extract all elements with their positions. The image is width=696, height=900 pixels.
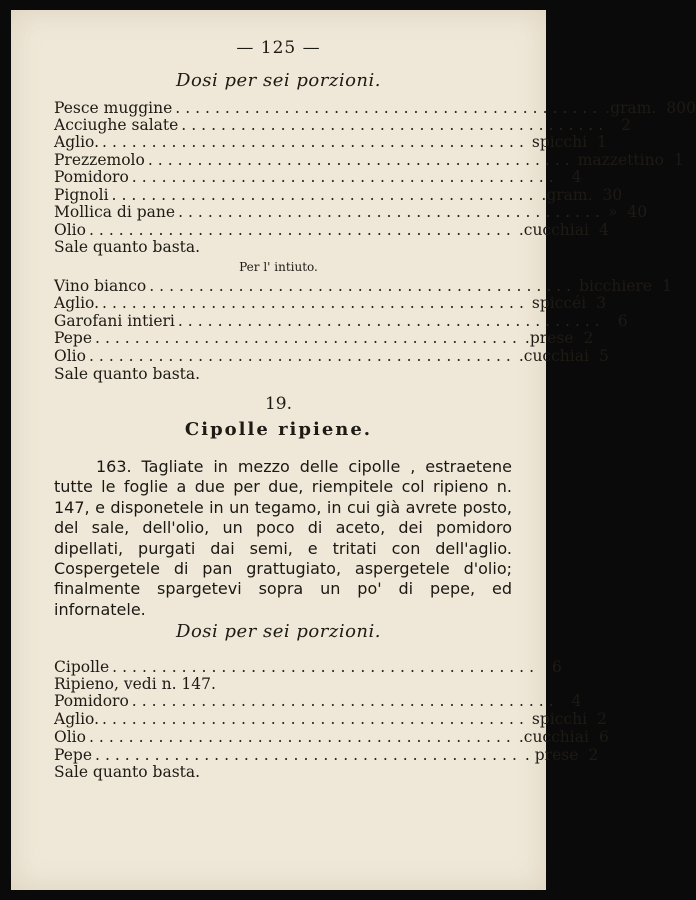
ingredient-name: Prezzemolo: [54, 151, 145, 169]
ingredient-qty: 1: [597, 133, 607, 151]
ingredient-name: Aglio.: [54, 710, 100, 728]
ingredient-row: [54, 312, 628, 330]
ingredient-row: [54, 658, 562, 676]
page-number: — 125 —: [236, 38, 321, 58]
ingredient-qty: 2: [588, 746, 599, 764]
recipe-title: Cipolle ripiene.: [184, 419, 373, 440]
ingredient-unit: spiccéi: [531, 294, 587, 312]
ingredient-name: Mollica di pane: [54, 203, 176, 221]
ingredient-qty: 800: [666, 99, 696, 117]
ingredient-unit: .prese: [524, 329, 574, 347]
leader-dots: ...........................................: [88, 221, 516, 239]
ingredient-row: [54, 692, 582, 710]
ingredient-row: [54, 277, 672, 295]
leader-dots: ...........................................: [112, 658, 540, 676]
ingredient-qty: 6: [617, 312, 628, 330]
ingredient-qty: 30: [602, 186, 623, 204]
recipe-paragraph: 163. Tagliate in mezzo delle cipolle , estraetene tutte le foglie a due per due, riempitele col ripieno n. 147, e disponetele in un tegamo, in cui già avrete posto, del sale, dell'olio, un poco di aceto, dei pomidoro dipellati, purgati dai semi, e tritati con dell'aglio. Cospergetele di pan grattugiato, aspergetele d'olio; finalmente spargetevi sopra un po' di pepe, ed infornatele.: [54, 457, 512, 619]
ingredient-qty: 1: [662, 277, 672, 295]
ingredient-row: [54, 329, 594, 347]
ingredient-row: [54, 294, 607, 312]
ingredient-name: Olio: [54, 221, 86, 239]
ingredient-row: [54, 116, 632, 134]
ripieno-note: Ripieno, vedi n. 147.: [54, 675, 216, 693]
leader-dots: ...........................................: [88, 347, 516, 365]
ingredient-row: [54, 133, 607, 151]
ingredient-qty: 2: [583, 329, 594, 347]
ingredient-unit: mazzettino: [577, 151, 664, 169]
leader-dots: ...........................................: [102, 133, 529, 151]
salt-note: Sale quanto basta.: [54, 238, 201, 256]
leader-dots: ...........................................: [131, 692, 559, 710]
leader-dots: ...........................................: [88, 728, 516, 746]
ingredient-qty: 5: [598, 347, 609, 365]
ingredient-row: [54, 203, 648, 221]
ingredient-unit: .cucchiai: [518, 221, 589, 239]
ingredient-name: Pomidoro: [54, 692, 129, 710]
ingredient-name: Garofani intieri: [54, 312, 175, 330]
leader-dots: ...........................................: [102, 294, 529, 312]
salt-note: Sale quanto basta.: [54, 365, 201, 383]
leader-dots: ...........................................: [177, 312, 605, 330]
leader-dots: ...........................................: [181, 116, 609, 134]
ingredient-row: [54, 746, 599, 764]
ingredient-name: Pomidoro: [54, 168, 129, 186]
ingredient-row: [54, 728, 609, 746]
ingredient-name: Acciughe salate: [54, 116, 179, 134]
ingredient-unit: bicchiere: [579, 277, 653, 295]
ingredient-row: [54, 347, 609, 365]
ingredient-name: Olio: [54, 347, 86, 365]
ingredient-qty: 40: [627, 203, 648, 221]
leader-dots: ...........................................: [175, 99, 603, 117]
leader-dots: ...........................................: [102, 710, 529, 728]
ingredient-name: Pepe: [54, 746, 93, 764]
ingredient-row: [54, 186, 623, 204]
subheading: Per l' intiuto.: [239, 260, 318, 274]
ingredient-name: Pignoli: [54, 186, 109, 204]
ingredient-unit: spicchi: [531, 133, 588, 151]
section-heading: Dosi per sei porzioni.: [176, 70, 381, 91]
ingredient-qty: 4: [598, 221, 609, 239]
book-page: [11, 10, 696, 890]
section-heading: Dosi per sei porzioni.: [176, 621, 381, 642]
ingredient-name: Pesce muggine: [54, 99, 173, 117]
leader-dots: ...........................................: [147, 151, 575, 169]
ingredient-unit: .gram.: [541, 186, 593, 204]
ingredient-name: Aglio.: [54, 133, 100, 151]
ingredient-row: [54, 221, 609, 239]
leader-dots: ...........................................: [95, 329, 522, 347]
leader-dots: ...........................................: [131, 168, 559, 186]
recipe-number: 19.: [264, 394, 293, 414]
leader-dots: ...........................................: [149, 277, 577, 295]
ingredient-name: Aglio.: [54, 294, 100, 312]
ingredient-qty: 6: [552, 658, 562, 676]
ingredient-name: Olio: [54, 728, 86, 746]
ingredient-row: [54, 151, 684, 169]
ingredient-unit: »: [607, 203, 618, 221]
ingredient-qty: 2: [621, 116, 632, 134]
ingredient-unit: .cucchiai: [518, 728, 589, 746]
ingredient-unit: .gram.: [605, 99, 657, 117]
ingredient-unit: spicchi: [531, 710, 588, 728]
ingredient-qty: 4: [571, 692, 582, 710]
ingredient-unit: . prese: [524, 746, 579, 764]
ingredient-qty: 2: [597, 710, 607, 728]
ingredient-unit: .cucchiai: [518, 347, 589, 365]
ingredient-name: Pepe: [54, 329, 93, 347]
salt-note: Sale quanto basta.: [54, 763, 201, 781]
ingredient-qty: 3: [596, 294, 607, 312]
ingredient-qty: 1: [673, 151, 684, 169]
leader-dots: ...........................................: [95, 746, 522, 764]
leader-dots: ...........................................: [111, 186, 539, 204]
ingredient-row: [54, 710, 607, 728]
ingredient-qty: 6: [598, 728, 609, 746]
leader-dots: ...........................................: [178, 203, 605, 221]
ingredient-name: Vino bianco: [54, 277, 147, 295]
ingredient-row: [54, 168, 582, 186]
ingredient-row: [54, 99, 696, 117]
ingredient-qty: 4: [571, 168, 582, 186]
ingredient-name: Cipolle: [54, 658, 110, 676]
